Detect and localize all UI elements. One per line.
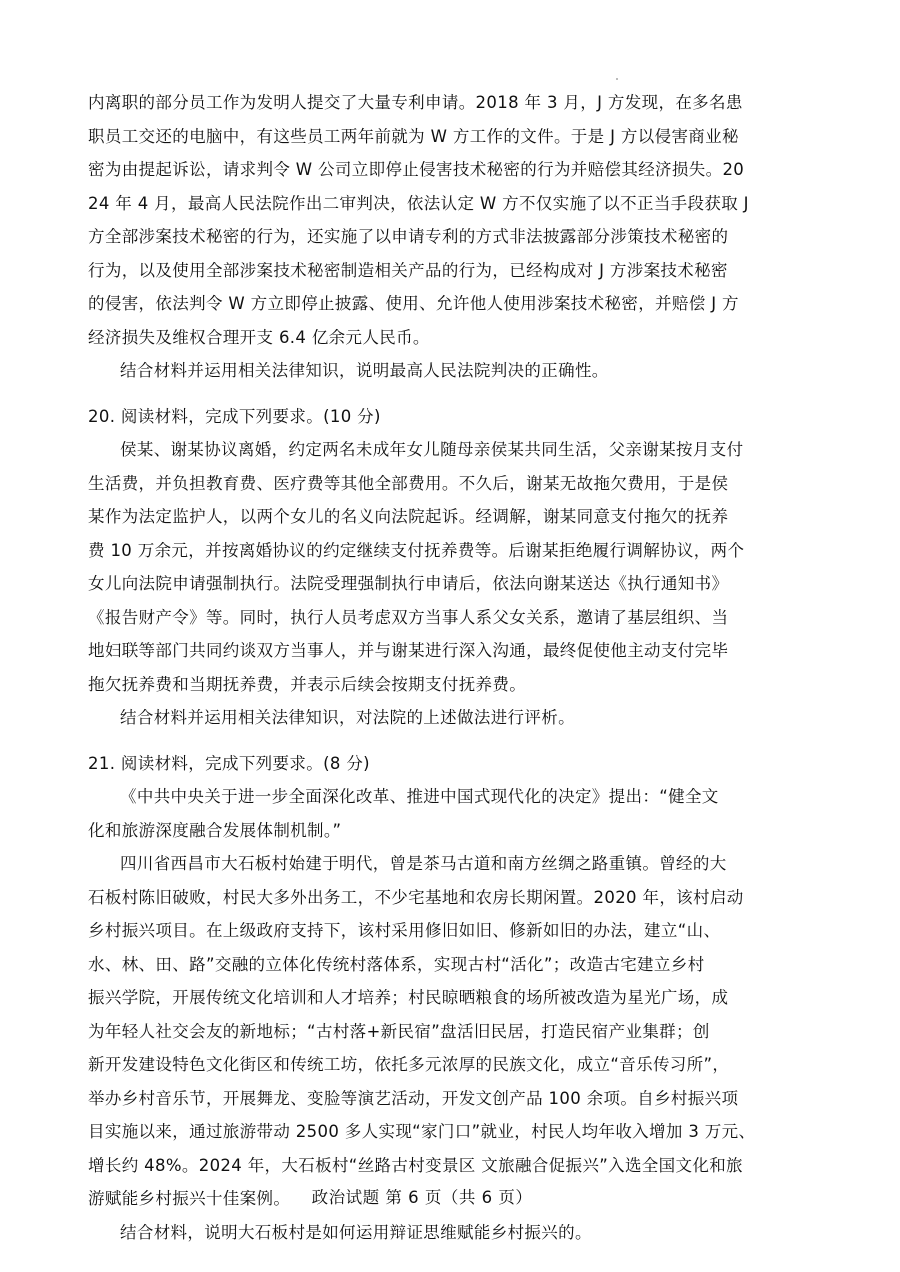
- q21-line: 游赋能乡村振兴十佳案例。: [88, 1189, 291, 1208]
- q20-line: 生活费，并负担教育费、医疗费等其他全部费用。不久后，谢某无故拖欠费用，于是侯: [88, 473, 729, 493]
- q21-line: 石板村陈旧破败，村民大多外出务工，不少宅基地和农房长期闲置。2020 年，该村启动: [88, 887, 744, 907]
- q19-line: 行为，以及使用全部涉案技术秘密制造相关产品的行为，已经构成对 J 方涉案技术秘密: [88, 260, 728, 280]
- q19-line: 方全部涉案技术秘密的行为，还实施了以申请专利的方式非法披露部分涉策技术秘密的: [88, 227, 729, 246]
- q21-line: 为年轻人社交会友的新地标；“古村落+新民宿”盘活旧民居，打造民宿产业集群；创: [88, 1021, 710, 1041]
- q19-line: 24 年 4 月，最高人民法院作出二审判决，依法认定 W 方不仅实施了以不正当手段获取 J: [88, 193, 749, 213]
- q21-line: 振兴学院，开展传统文化培训和人才培养；村民晾晒粮食的场所被改造为星光广场，成: [88, 988, 729, 1007]
- q19-line: 密为由提起诉讼，请求判令 W 公司立即停止侵害技术秘密的行为并赔偿其经济损失。20: [88, 160, 745, 179]
- q20-heading: 20. 阅读材料，完成下列要求。(10 分): [88, 406, 381, 426]
- q19-line: 内离职的部分员工作为发明人提交了大量专利申请。2018 年 3 月，J 方发现，在多名患: [88, 93, 743, 112]
- question-19-continuation: [88, 86, 800, 388]
- q19-line: 经济损失及维权合理开支 6.4 亿余元人民币。: [88, 327, 430, 347]
- q20-line: 费 10 万余元，并按离婚协议的约定继续支付抚养费等。后谢某拒绝履行调解协议，两个: [88, 540, 745, 560]
- q20-line: 某作为法定监护人，以两个女儿的名义向法院起诉。经调解，谢某同意支付拖欠的抚养: [88, 507, 729, 526]
- q20-line: 《报告财产令》等。同时，执行人员考虑双方当事人系父女关系，邀请了基层组织、当: [88, 607, 729, 627]
- q21-line: 化和旅游深度融合发展体制机制。”: [88, 820, 342, 840]
- q20-task: 结合材料并运用相关法律知识，对法院的上述做法进行评析。: [120, 708, 575, 727]
- q21-line: 目实施以来，通过旅游带动 2500 多人实现“家门口”就业，村民人均年收入增加 3 万元、: [88, 1122, 756, 1141]
- q20-line: 拖欠抚养费和当期抚养费，并表示后续会按期支付抚养费。: [88, 674, 527, 694]
- question-20: [88, 400, 800, 735]
- question-21: [88, 747, 800, 1250]
- q21-task: 结合材料，说明大石板村是如何运用辩证思维赋能乡村振兴的。: [120, 1222, 592, 1242]
- q19-line: 职员工交还的电脑中，有这些员工两年前就为 W 方工作的文件。于是 J 方以侵害商业秘: [88, 126, 739, 146]
- q19-line: 的侵害，依法判令 W 方立即停止披露、使用、允许他人使用涉案技术秘密，并赔偿 J 方: [88, 294, 739, 313]
- q21-line: 水、林、田、路”交融的立体化传统村落体系，实现古村“活化”；改造古宅建立乡村: [88, 954, 705, 974]
- q21-line: 《中共中央关于进一步全面深化改革、推进中国式现代化的决定》提出：“健全文: [120, 787, 719, 806]
- q21-line: 四川省西昌市大石板村始建于明代，曾是茶马古道和南方丝绸之路重镇。曾经的大: [120, 854, 727, 873]
- page-footer: 政治试题 第 6 页（共 6 页）: [311, 1188, 533, 1207]
- q21-line: 举办乡村音乐节，开展舞龙、变脸等演艺活动，开发文创产品 100 余项。自乡村振兴项: [88, 1088, 739, 1108]
- q21-heading: 21. 阅读材料，完成下列要求。(8 分): [88, 753, 370, 773]
- q21-line: 乡村振兴项目。在上级政府支持下，该村采用修旧如旧、修新如旧的办法，建立“山、: [88, 921, 721, 940]
- q20-line: 地妇联等部门共同约谈双方当事人，并与谢某进行深入沟通，最终促使他主动支付完毕: [88, 641, 729, 660]
- exam-page: [88, 86, 800, 1249]
- scan-dot: [616, 78, 618, 80]
- q20-line: 侯某、谢某协议离婚，约定两名未成年女儿随母亲侯某共同生活，父亲谢某按月支付: [120, 440, 744, 459]
- q20-line: 女儿向法院申请强制执行。法院受理强制执行申请后，依法向谢某送达《执行通知书》: [88, 574, 729, 593]
- q21-line: 新开发建设特色文化街区和传统工坊，依托多元浓厚的民族文化，成立“音乐传习所”，: [88, 1055, 730, 1074]
- q19-task: 结合材料并运用相关法律知识，说明最高人民法院判决的正确性。: [120, 361, 609, 380]
- q21-line: 增长约 48%。2024 年，大石板村“丝路古村变景区 文旅融合促振兴”入选全国文化和旅: [88, 1155, 743, 1175]
